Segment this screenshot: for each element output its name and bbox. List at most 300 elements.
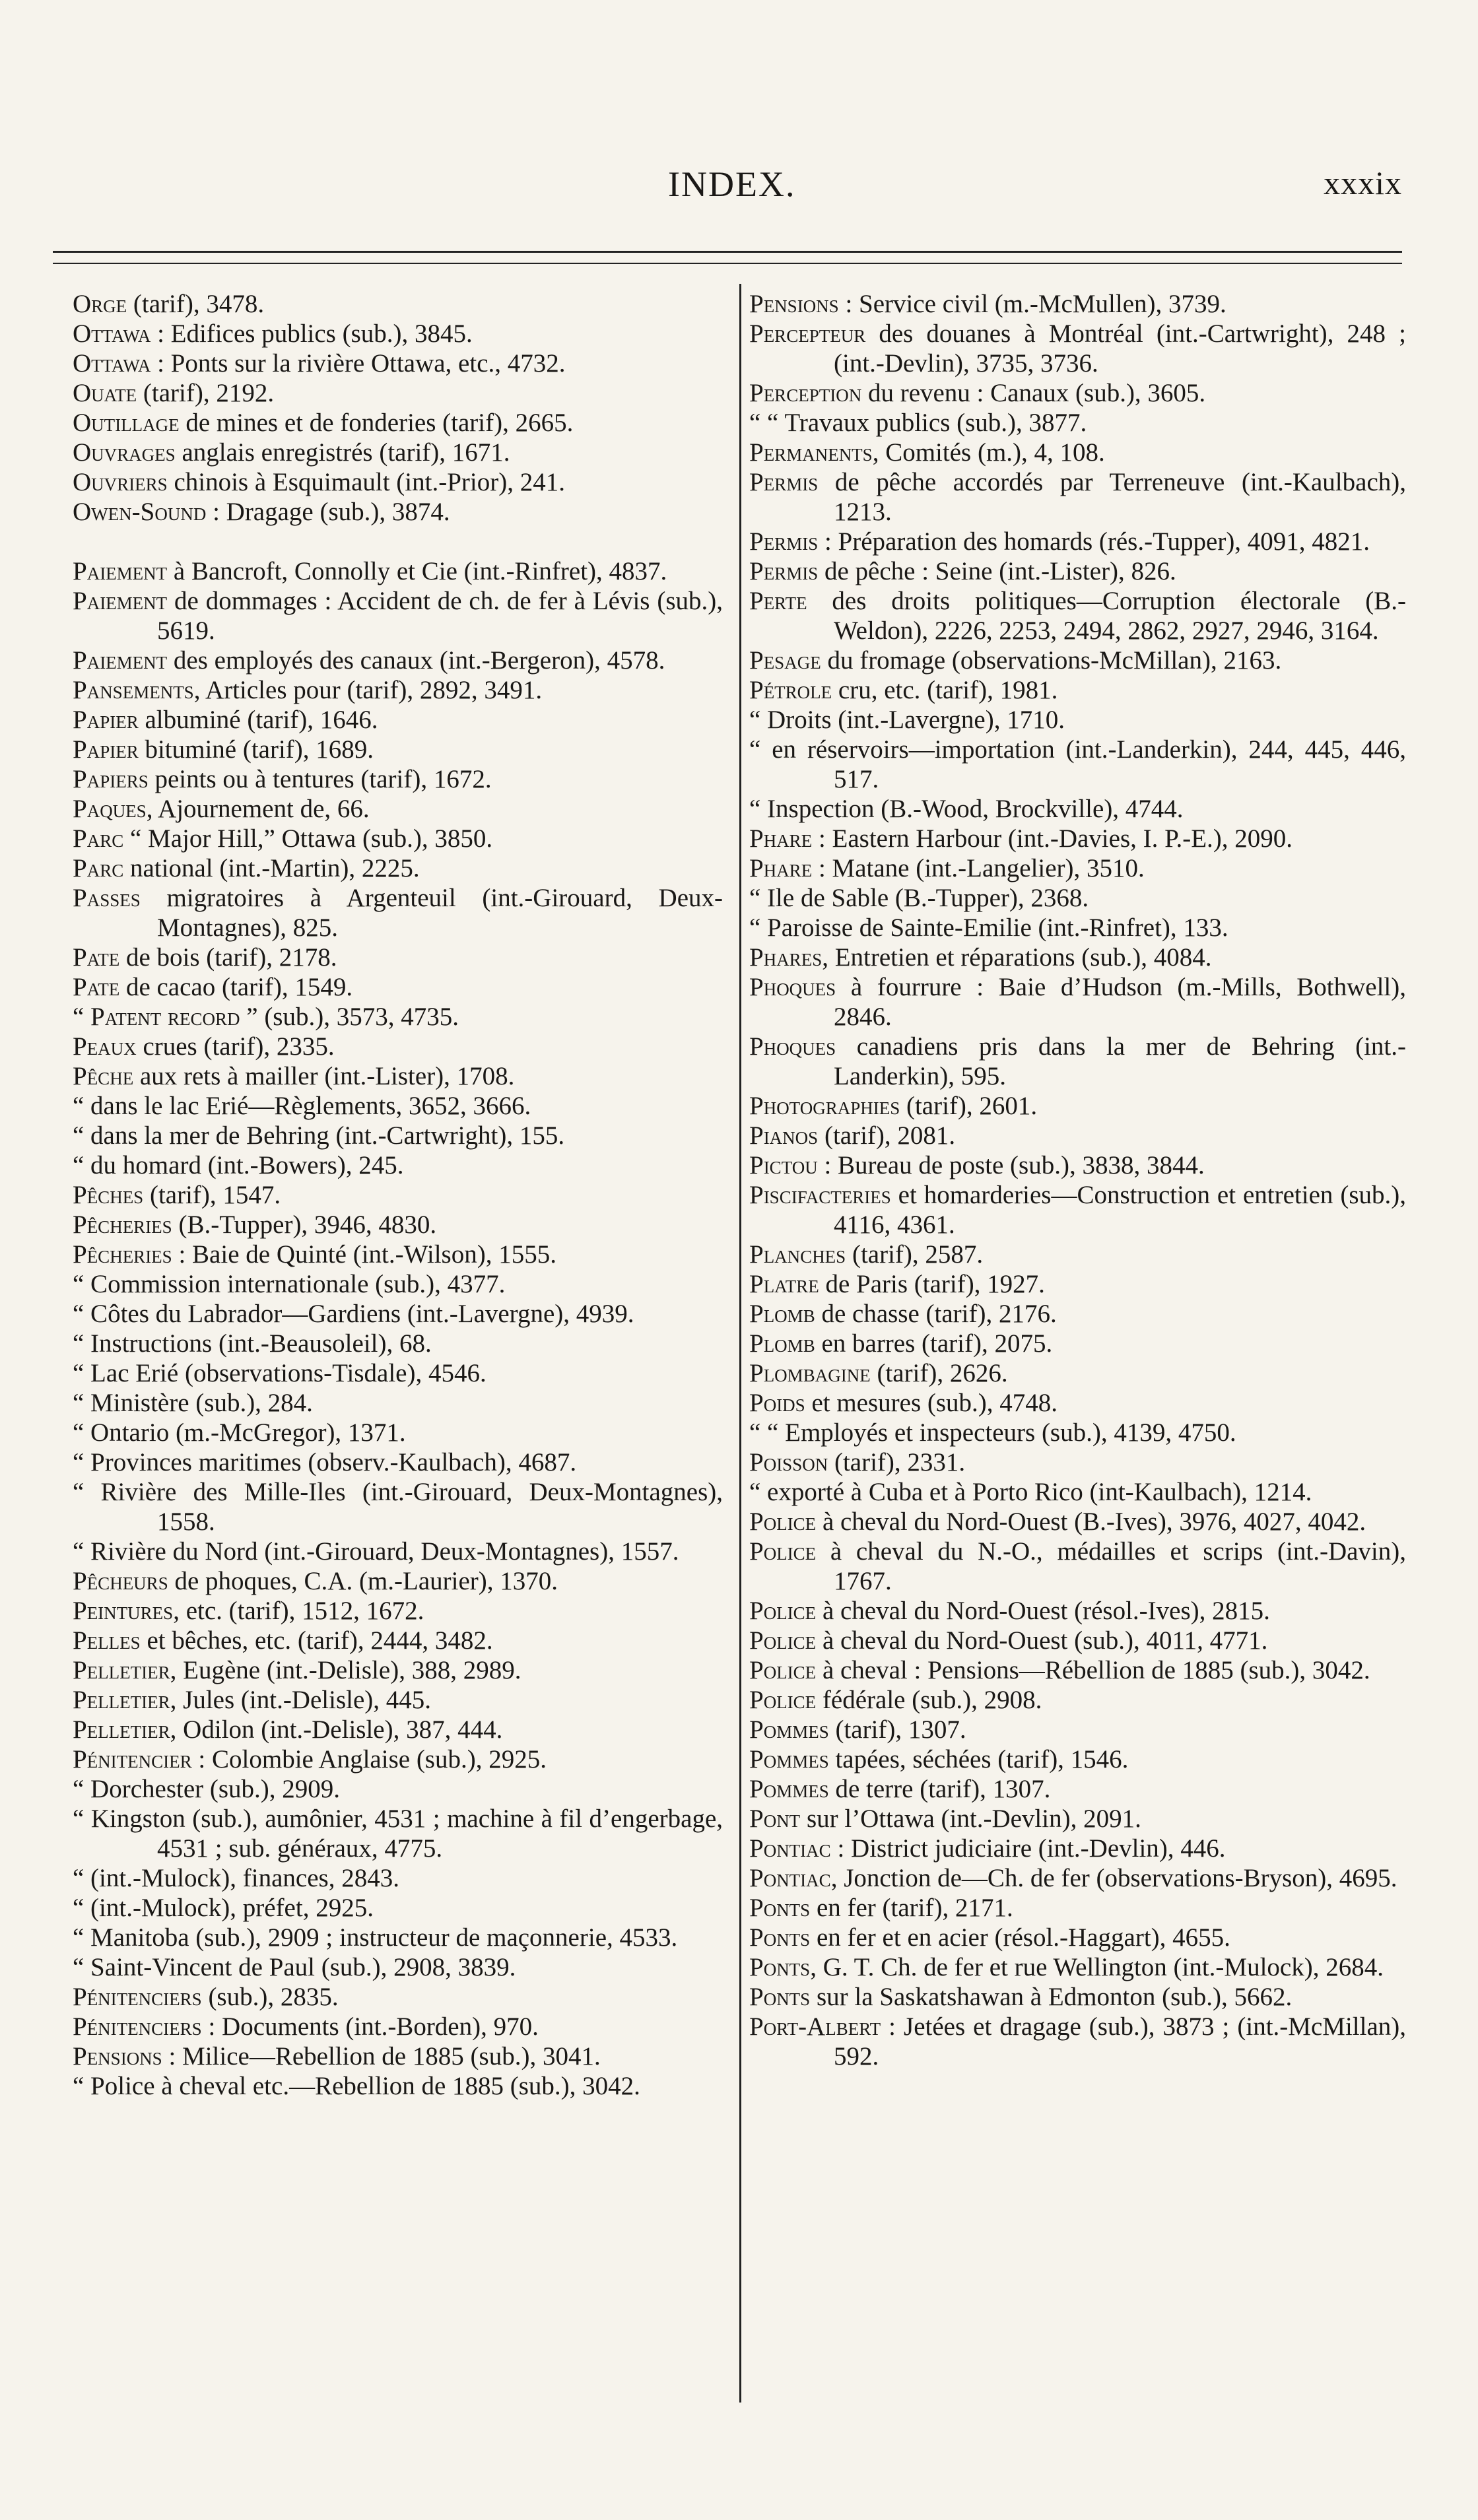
index-entry [73,1982,723,2012]
entry-text: tapées, séchées (tarif), 1546. [828,1745,1129,1774]
entry-text: “ Lac Erié (observations-Tisdale), 4546. [73,1359,487,1387]
entry-headword: Poids [749,1389,805,1417]
entry-headword: Pommes [749,1715,829,1744]
entry-text: des douanes à Montréal (int.-Cartwright), 248 ; (int.-Devlin), 3735, 3736. [834,319,1406,378]
left-column [73,289,723,2101]
entry-headword: Phare [749,824,813,853]
index-entry [73,794,723,824]
entry-text: : Dragage (sub.), 3874. [206,498,450,526]
index-entry [73,764,723,794]
entry-text: “ (int.-Mulock), finances, 2843. [73,1864,399,1892]
index-entry [749,467,1406,527]
entry-text: “ Ile de Sable (B.-Tupper), 2368. [749,884,1089,912]
index-entry [749,527,1406,556]
index-entry [73,1655,723,1685]
entry-headword: Perception [749,379,862,407]
entry-text: du fromage (observations-McMillan), 2163. [821,646,1282,675]
entry-text: canadiens pris dans la mer de Behring (int.-Landerkin), 595. [834,1032,1406,1090]
index-entry [73,943,723,972]
entry-headword: Planches [749,1240,846,1269]
index-entry [749,1982,1406,2012]
entry-headword: Ponts [749,1953,811,1981]
entry-text: : Edifices publics (sub.), 3845. [151,319,473,348]
entry-text: “ “ Travaux publics (sub.), 3877. [749,409,1087,437]
index-entry [749,1150,1406,1180]
index-entry [73,1180,723,1210]
index-entry [749,972,1406,1032]
index-entry [73,1329,723,1358]
entry-text: anglais enregistrés (tarif), 1671. [175,438,510,467]
right-column [749,289,1406,2071]
entry-text: “ en réservoirs—importation (int.-Landerkin), 244, 445, 446, 517. [749,735,1406,793]
entry-headword: Pelletier [73,1715,170,1744]
index-entry [749,1121,1406,1150]
entry-text: “ dans le lac Erié—Règlements, 3652, 3666. [73,1092,531,1120]
entry-text: (tarif), 2331. [828,1448,966,1476]
entry-headword: Pommes [749,1775,829,1803]
index-entry [749,438,1406,467]
entry-headword: Police [749,1686,817,1714]
entry-headword: Percepteur [749,319,866,348]
entry-headword: Police [749,1626,817,1655]
index-entry [73,1923,723,1952]
index-entry [73,1240,723,1269]
entry-text: de mines et de fonderies (tarif), 2665. [179,409,574,437]
index-entry [749,378,1406,408]
entry-headword: Ponts [749,1983,811,2011]
entry-text: (tarif), 1547. [143,1181,281,1209]
index-entry [749,853,1406,883]
page-number: xxxix [1324,164,1402,201]
index-entry [749,1863,1406,1893]
index-entry [73,1537,723,1566]
entry-headword: Pate [73,943,120,972]
index-entry [73,1596,723,1626]
entry-text: , Articles pour (tarif), 2892, 3491. [193,676,543,704]
entry-text: de phoques, C.A. (m.-Laurier), 1370. [168,1567,558,1595]
index-entry [749,2012,1406,2071]
entry-text: (tarif), 2587. [846,1240,984,1269]
entry-headword: Pêches [73,1181,144,1209]
entry-headword: Papier [73,735,139,764]
index-entry [749,1032,1406,1091]
entry-headword: Pêcheurs [73,1567,168,1595]
entry-text: sur la Saskatshawan à Edmonton (sub.), 5662. [810,1983,1293,2011]
index-entry [73,883,723,943]
index-entry [749,824,1406,853]
entry-headword: Pénitencier [73,1745,192,1774]
entry-headword: Port-Albert [749,2012,881,2041]
index-entry [73,1210,723,1240]
index-entry [749,705,1406,735]
index-entry [73,289,723,319]
entry-headword: Ouate [73,379,137,407]
entry-text: “ Kingston (sub.), aumônier, 4531 ; machine à fil d’engerbage, 4531 ; sub. généraux, 4775. [73,1805,723,1863]
index-entry [73,1774,723,1804]
entry-text: : Documents (int.-Borden), 970. [201,2012,539,2041]
index-entry [73,1804,723,1863]
entry-text: de bois (tarif), 2178. [119,943,337,972]
index-entry [749,1655,1406,1685]
entry-headword: Plombagine [749,1359,871,1387]
index-entry [73,1566,723,1596]
entry-text: : Ponts sur la rivière Ottawa, etc., 4732. [151,349,566,378]
entry-text: “ Droits (int.-Lavergne), 1710. [749,706,1065,734]
index-entry [749,675,1406,705]
entry-headword: Pontiac [749,1864,831,1892]
entry-text: : Préparation des homards (rés.-Tupper), 4091, 4821. [818,527,1370,556]
entry-headword: Pommes [749,1745,829,1774]
index-entry [73,1626,723,1655]
entry-text: “ Saint-Vincent de Paul (sub.), 2908, 3839. [73,1953,516,1981]
index-entry [73,1388,723,1418]
index-entry [749,1715,1406,1744]
index-entry [73,2071,723,2101]
entry-headword: Ouvrages [73,438,176,467]
index-entry [749,1269,1406,1299]
index-entry [73,675,723,705]
entry-text: , Entretien et réparations (sub.), 4084. [822,943,1212,972]
index-entry [73,1091,723,1121]
entry-text: “ Ministère (sub.), 284. [73,1389,313,1417]
index-entry [73,1863,723,1893]
index-entry [749,1834,1406,1863]
entry-text: : Bureau de poste (sub.), 3838, 3844. [817,1151,1205,1179]
index-entry [73,972,723,1002]
entry-headword: Passes [73,884,141,912]
entry-text: , Comités (m.), 4, 108. [872,438,1105,467]
index-entry [749,1418,1406,1447]
index-entry [73,1477,723,1537]
page-header [0,164,1478,216]
entry-text: “ Paroisse de Sainte-Emilie (int.-Rinfret), 133. [749,913,1228,942]
index-entry [749,883,1406,913]
index-entry [73,2041,723,2071]
index-entry [73,1002,723,1032]
index-entry [749,1893,1406,1923]
entry-headword: Ponts [749,1923,811,1952]
entry-text: migratoires à Argenteuil (int.-Girouard, Deux-Montagnes), 825. [140,884,723,942]
entry-text: (sub.), 2835. [201,1983,339,2011]
entry-headword: Phares [749,943,823,972]
entry-headword: Permis [749,468,819,496]
index-entry [749,1447,1406,1477]
column-divider [739,284,741,2403]
entry-headword: Plomb [749,1329,815,1358]
entry-text: , etc. (tarif), 1512, 1672. [173,1597,424,1625]
entry-headword: Pontiac [749,1834,831,1863]
index-entry [73,2012,723,2041]
entry-headword: Ouvriers [73,468,168,496]
entry-text: à Bancroft, Connolly et Cie (int.-Rinfret), 4837. [167,557,667,585]
entry-text: : Baie de Quinté (int.-Wilson), 1555. [172,1240,556,1269]
index-entry [73,735,723,764]
index-entry [73,1121,723,1150]
entry-headword: Orge [73,290,127,318]
entry-text: et bêches, etc. (tarif), 2444, 3482. [140,1626,493,1655]
index-entry [73,1447,723,1477]
entry-text: : Colombie Anglaise (sub.), 2925. [191,1745,547,1774]
entry-headword: Outillage [73,409,180,437]
entry-headword: Platre [749,1270,819,1298]
entry-text: des employés des canaux (int.-Bergeron), 4578. [167,646,665,675]
index-entry [73,319,723,348]
index-entry [749,735,1406,794]
entry-text: en fer (tarif), 2171. [810,1894,1013,1922]
entry-headword: Police [749,1656,817,1684]
entry-text: de chasse (tarif), 2176. [815,1300,1057,1328]
entry-headword: Ponts [749,1894,811,1922]
entry-headword: Pêcheries [73,1240,172,1269]
entry-headword: Paiement [73,587,168,615]
entry-text: , Eugène (int.-Delisle), 388, 2989. [170,1656,521,1684]
entry-text: : District judiciaire (int.-Devlin), 446. [830,1834,1226,1863]
index-entry [749,1952,1406,1982]
entry-text: de pêche : Seine (int.-Lister), 826. [818,557,1176,585]
entry-text: “ Dorchester (sub.), 2909. [73,1775,341,1803]
entry-text: à cheval du Nord-Ouest (sub.), 4011, 4771. [816,1626,1268,1655]
entry-headword: Poisson [749,1448,828,1476]
entry-text: crues (tarif), 2335. [136,1032,335,1061]
entry-headword: Paiement [73,646,168,675]
index-entry [73,1744,723,1774]
index-entry [749,1596,1406,1626]
entry-headword: Parc [73,824,124,853]
index-entry [749,1804,1406,1834]
entry-headword: Pénitenciers [73,2012,202,2041]
entry-text: “ Police à cheval etc.—Rebellion de 1885 (sub.), 3042. [73,2072,640,2100]
index-entry [73,853,723,883]
index-entry [73,1061,723,1091]
entry-text: “ Rivière des Mille-Iles (int.-Girouard, Deux-Montagnes), 1558. [73,1478,723,1536]
entry-headword: Peaux [73,1032,137,1061]
entry-headword: Papier [73,706,139,734]
entry-text: de dommages : Accident de ch. de fer à Lévis (sub.), 5619. [157,587,723,645]
index-entry [73,378,723,408]
entry-headword: Piscifacteries [749,1181,891,1209]
index-entry [749,1923,1406,1952]
entry-headword: Pensions [73,2042,162,2071]
entry-text: à fourrure : Baie d’Hudson (m.-Mills, Bothwell), 2846. [834,973,1406,1031]
entry-headword: Ottawa [73,319,151,348]
entry-text: : Milice—Rebellion de 1885 (sub.), 3041. [162,2042,601,2071]
entry-headword: Pesage [749,646,821,675]
entry-headword: Phoques [749,1032,836,1061]
index-entry [73,1952,723,1982]
entry-headword: Police [749,1508,817,1536]
entry-text: à cheval : Pensions—Rébellion de 1885 (sub.), 3042. [816,1656,1370,1684]
entry-text: “ Manitoba (sub.), 2909 ; instructeur de maçonnerie, 4533. [73,1923,678,1952]
entry-headword: Pêcheries [73,1210,172,1239]
entry-text: “ “ Employés et inspecteurs (sub.), 4139, 4750. [749,1418,1236,1447]
entry-text: (tarif), 1307. [828,1715,966,1744]
index-entry [73,1358,723,1388]
entry-text: (tarif), 2601. [900,1092,1038,1120]
entry-text: , Odilon (int.-Delisle), 387, 444. [170,1715,503,1744]
index-entry [749,1240,1406,1269]
entry-headword: Peintures [73,1597,174,1625]
entry-text: “ Major Hill,” Ottawa (sub.), 3850. [123,824,493,853]
index-entry [749,556,1406,586]
entry-headword: Paiement [73,557,168,585]
entry-headword: Parc [73,854,124,882]
index-entry [73,1893,723,1923]
entry-text: “ exporté à Cuba et à Porto Rico (int-Kaulbach), 1214. [749,1478,1312,1506]
entry-text: (tarif), 3478. [127,290,265,318]
index-entry [73,467,723,497]
entry-headword: Pelletier [73,1656,170,1684]
index-entry [749,408,1406,438]
entry-headword: Pelles [73,1626,141,1655]
entry-text: “ Provinces maritimes (observ.-Kaulbach), 4687. [73,1448,577,1476]
entry-text: et homarderies—Construction et entretien (sub.), 4116, 4361. [834,1181,1406,1239]
entry-text: , Ajournement de, 66. [146,795,370,823]
entry-text: sur l’Ottawa (int.-Devlin), 2091. [800,1805,1141,1833]
entry-headword: Permis [749,527,819,556]
index-entry [73,1685,723,1715]
entry-text: en fer et en acier (résol.-Haggart), 4655. [810,1923,1230,1952]
entry-headword: Ottawa [73,349,151,378]
entry-headword: Pétrole [749,676,832,704]
index-entry [749,646,1406,675]
entry-text: de cacao (tarif), 1549. [119,973,353,1001]
entry-text: cru, etc. (tarif), 1981. [832,676,1058,704]
entry-text: “ Commission internationale (sub.), 4377. [73,1270,506,1298]
index-entry [749,1774,1406,1804]
entry-headword: Police [749,1537,817,1566]
index-entry [73,1299,723,1329]
index-entry [73,1032,723,1061]
index-entry [749,794,1406,824]
entry-headword: Permis [749,557,819,585]
index-entry [73,1150,723,1180]
entry-text: (tarif), 2081. [818,1121,956,1150]
entry-text: à cheval du N.-O., médailles et scrips (int.-Davin), 1767. [816,1537,1406,1595]
entry-text: : Jetées et dragage (sub.), 3873 ; (int.-McMillan), 592. [834,2012,1406,2071]
entry-text: fédérale (sub.), 2908. [816,1686,1042,1714]
entry-text: chinois à Esquimault (int.-Prior), 241. [167,468,565,496]
entry-headword: Pêche [73,1062,134,1090]
entry-headword: Pensions [749,290,839,318]
entry-headword: “ Patent record ” [73,1003,258,1031]
entry-text: “ du homard (int.-Bowers), 245. [73,1151,404,1179]
header-rule-bottom [53,263,1402,264]
entry-text: : Eastern Harbour (int.-Davies, I. P.-E.), 2090. [812,824,1293,853]
entry-text: et mesures (sub.), 4748. [805,1389,1058,1417]
entry-text: “ Inspection (B.-Wood, Brockville), 4744. [749,795,1184,823]
index-entry [73,824,723,853]
entry-headword: Pictou [749,1151,818,1179]
index-entry [749,1180,1406,1240]
index-entry [749,1507,1406,1537]
index-entry [73,348,723,378]
index-entry [73,1418,723,1447]
index-entry [749,1685,1406,1715]
entry-text: “ Côtes du Labrador—Gardiens (int.-Lavergne), 4939. [73,1300,634,1328]
entry-text: : Service civil (m.-McMullen), 3739. [838,290,1226,318]
entry-headword: Phoques [749,973,836,1001]
index-entry [73,408,723,438]
entry-text: (tarif), 2192. [137,379,275,407]
index-entry [73,497,723,527]
entry-text: (tarif), 2626. [870,1359,1008,1387]
entry-headword: Permanents [749,438,873,467]
entry-text: de pêche accordés par Terreneuve (int.-Kaulbach), 1213. [818,468,1406,526]
index-entry [749,1477,1406,1507]
entry-text: , Jonction de—Ch. de fer (observations-Bryson), 4695. [830,1864,1397,1892]
entry-text: “ Rivière du Nord (int.-Girouard, Deux-Montagnes), 1557. [73,1537,679,1566]
entry-text: , Jules (int.-Delisle), 445. [170,1686,432,1714]
index-entry [73,1269,723,1299]
index-entry [73,556,723,586]
index-entry [749,319,1406,378]
entry-text: du revenu : Canaux (sub.), 3605. [861,379,1206,407]
entry-headword: Owen-Sound [73,498,207,526]
entry-text: de Paris (tarif), 1927. [819,1270,1045,1298]
entry-text: (B.-Tupper), 3946, 4830. [172,1210,437,1239]
index-entry [73,705,723,735]
entry-headword: Pianos [749,1121,819,1150]
entry-headword: Pelletier [73,1686,170,1714]
entry-text: “ (int.-Mulock), préfet, 2925. [73,1894,374,1922]
index-entry [749,586,1406,646]
entry-text: en barres (tarif), 2075. [815,1329,1053,1358]
index-entry [749,1329,1406,1358]
index-entry [749,289,1406,319]
entry-headword: Perte [749,587,807,615]
index-entry [73,586,723,646]
entry-text: des droits politiques—Corruption électorale (B.-Weldon), 2226, 2253, 2494, 2862, 2927, 2946, 3164. [807,587,1406,645]
index-entry [749,1358,1406,1388]
index-entry [749,1388,1406,1418]
entry-headword: Paques [73,795,147,823]
entry-text: , G. T. Ch. de fer et rue Wellington (int.-Mulock), 2684. [810,1953,1384,1981]
entry-text: à cheval du Nord-Ouest (B.-Ives), 3976, 4027, 4042. [816,1508,1366,1536]
index-entry [73,1715,723,1744]
entry-text: peints ou à tentures (tarif), 1672. [148,765,492,793]
entry-text: aux rets à mailler (int.-Lister), 1708. [133,1062,515,1090]
header-rule-top [53,251,1402,253]
index-entry [749,1299,1406,1329]
entry-text: national (int.-Martin), 2225. [123,854,420,882]
index-entry [749,1626,1406,1655]
index-entry [749,1091,1406,1121]
index-entry [749,943,1406,972]
entry-headword: Police [749,1597,817,1625]
index-entry [749,1744,1406,1774]
index-entry [749,913,1406,943]
index-entry [73,646,723,675]
index-entry [749,1537,1406,1596]
index-entry [73,438,723,467]
entry-text: “ Instructions (int.-Beausoleil), 68. [73,1329,432,1358]
entry-text: bituminé (tarif), 1689. [138,735,374,764]
entry-text: “ Ontario (m.-McGregor), 1371. [73,1418,406,1447]
entry-headword: Pont [749,1805,801,1833]
entry-headword: Pate [73,973,120,1001]
entry-text: à cheval du Nord-Ouest (résol.-Ives), 2815. [816,1597,1270,1625]
entry-headword: Papiers [73,765,149,793]
entry-text: “ dans la mer de Behring (int.-Cartwright), 155. [73,1121,565,1150]
entry-headword: Photographies [749,1092,900,1120]
entry-headword: Pénitenciers [73,1983,202,2011]
entry-text: de terre (tarif), 1307. [828,1775,1051,1803]
entry-headword: Phare [749,854,813,882]
entry-text: : Matane (int.-Langelier), 3510. [812,854,1145,882]
entry-headword: Plomb [749,1300,815,1328]
entry-headword: Pansements [73,676,194,704]
entry-text: albuminé (tarif), 1646. [138,706,378,734]
